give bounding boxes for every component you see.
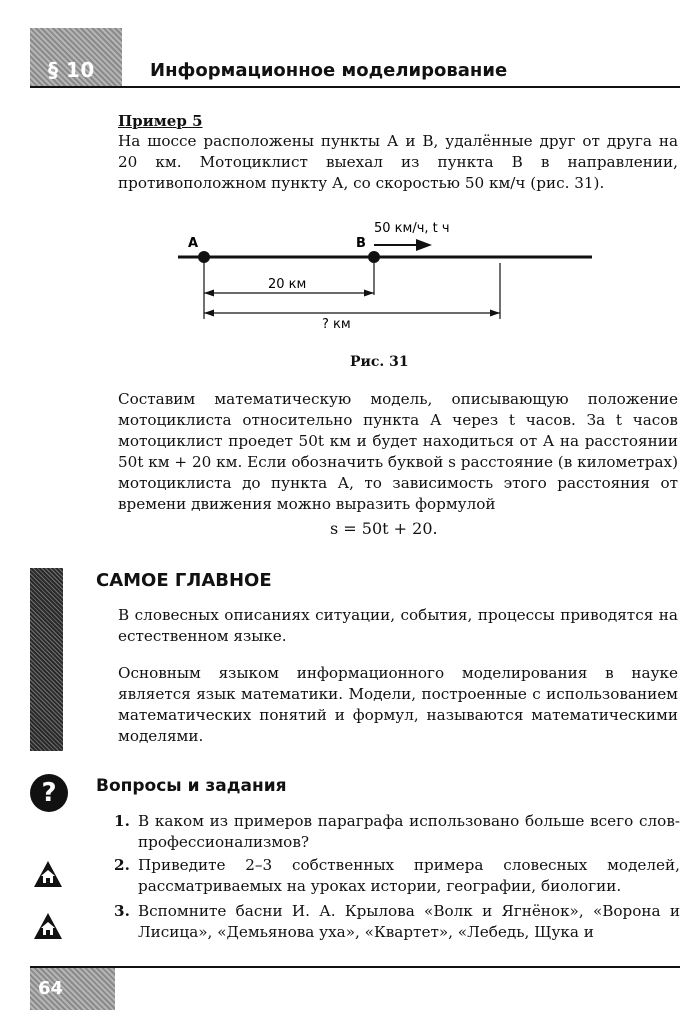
task-number: 1. (114, 812, 130, 830)
formula: s = 50t + 20. (330, 519, 438, 538)
task-text: Приведите 2–3 собственных примера словесных моделей, рассматриваемых на уроках истории, географии, биологии. (138, 856, 680, 895)
arrow-left-icon (204, 310, 214, 317)
speed-label: 50 км/ч, t ч (374, 221, 450, 236)
point-a-dot (198, 251, 210, 263)
task-number: 2. (114, 856, 130, 874)
summary-sidebar-block (30, 568, 63, 751)
figure-caption: Рис. 31 (350, 354, 409, 370)
arrow-right-icon (490, 310, 500, 317)
distance-unknown-label: ? км (322, 317, 351, 332)
page-title: Информационное моделирование (150, 60, 508, 81)
task-number: 3. (114, 902, 130, 920)
summary-heading: САМОЕ ГЛАВНОЕ (96, 570, 272, 591)
section-number: § 10 (48, 58, 95, 82)
task-text: В каком из примеров параграфа использовано больше всего слов-профессионализмов? (138, 812, 680, 851)
arrow-right-icon (364, 290, 374, 297)
motion-diagram (170, 215, 610, 335)
question-icon: ? (30, 774, 68, 812)
page-number: 64 (38, 978, 64, 999)
summary-paragraph-1: В словесных описаниях ситуации, события, процессы приводятся на естественном языке. (118, 606, 678, 645)
task-item (114, 901, 680, 943)
summary-paragraph-2: Основным языком информационного моделирования в науке является язык математики. Модели, построенные с использованием математических понятий и формул, называются математическими моделями. (118, 664, 678, 745)
task-item (114, 855, 680, 897)
task-item (114, 811, 680, 853)
point-b-label: B (356, 236, 366, 251)
arrow-left-icon (204, 290, 214, 297)
point-b-dot (368, 251, 380, 263)
example-title: Пример 5 (118, 112, 203, 130)
header-divider (30, 86, 680, 88)
difficulty-house-icon (33, 912, 63, 940)
difficulty-house-icon (33, 860, 63, 888)
questions-heading: Вопросы и задания (96, 776, 287, 796)
distance-ab-label: 20 км (268, 277, 307, 292)
point-a-label: A (188, 236, 199, 251)
task-text: Вспомните басни И. А. Крылова «Волк и Ягнёнок», «Ворона и Лисица», «Демьянова уха», «Квартет», «Лебедь, Щука и (138, 902, 680, 941)
arrow-right-icon (416, 239, 432, 251)
example-problem-text: На шоссе расположены пункты А и В, удалённые друг от друга на 20 км. Мотоциклист выехал из пункта В в направлении, противоположном пункту А, со скоростью 50 км/ч (рис. 31). (118, 132, 678, 192)
model-paragraph: Составим математическую модель, описывающую положение мотоциклиста относительно пункта А через t часов. За t часов мотоциклист проедет 50t км и будет находиться от А на расстоянии 50t км + 20 км. Если обозначить буквой s расстояние (в километрах) мотоциклиста до пункта А, то зависимость этого расстояния от времени движения можно выразить формулой (118, 390, 678, 513)
footer-divider (30, 966, 680, 968)
